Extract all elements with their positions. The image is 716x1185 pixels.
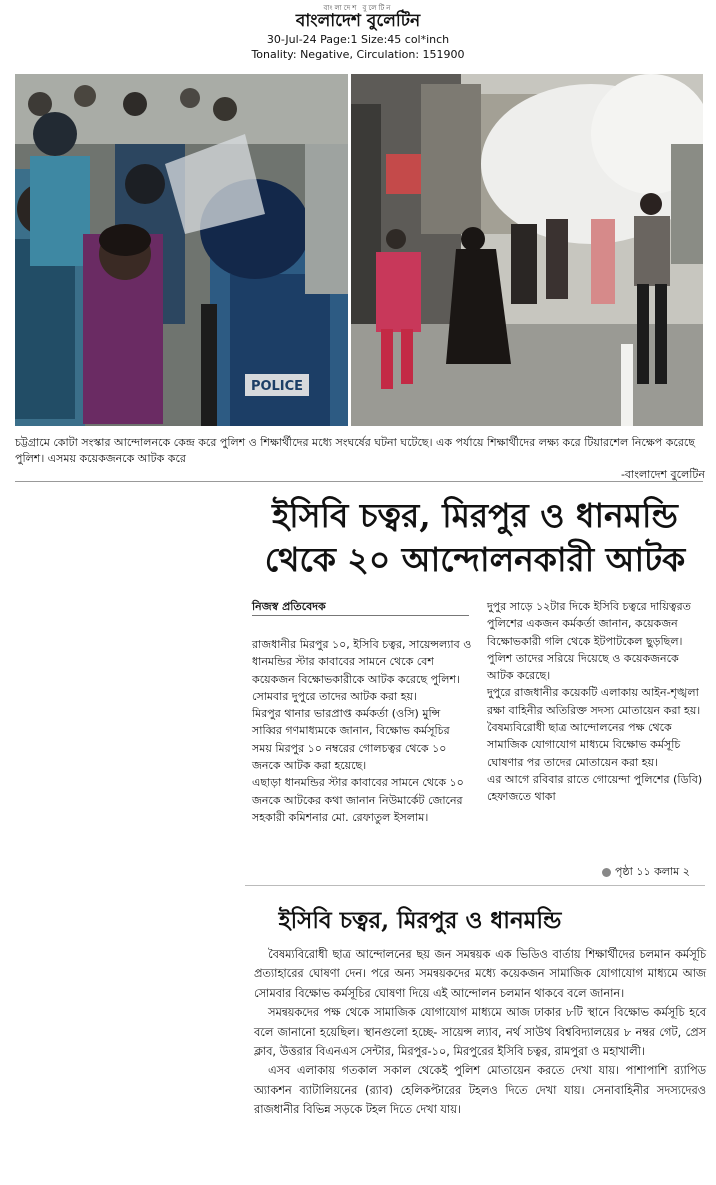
section-divider [15, 481, 703, 482]
story-divider [245, 885, 705, 886]
article-paragraph: এর আগে রবিবার রাতে গোয়েন্দা পুলিশের (ডিবি) হেফাজতে থাকা [487, 772, 703, 804]
continued-jump [602, 863, 690, 882]
police-vest-label: POLICE [250, 379, 304, 394]
photo-teargas-street [351, 74, 703, 426]
article-paragraph: দুপুরে রাজধানীর কয়েকটি এলাকায় আইন-শৃঙ্খলা রক্ষা বাহিনীর অতিরিক্ত সদস্য মোতায়েন করা হয়। [487, 686, 701, 717]
article-paragraph: দুপুর সাড়ে ১২টার দিকে ইসিবি চত্বরে দায়িত্বরত পুলিশের একজন কর্মকর্তা জানান, কয়েকজন বিক্ষোভকারী গলি থেকে ইটপাটকেল ছুড়ছিল। পুলিশ তাদের সরিয়ে দিয়েছে ও কয়েকজনকে আটক করেছে। [487, 600, 691, 683]
jump-text: পৃষ্ঠা ১১ কলাম ২ [615, 865, 690, 878]
main-headline [245, 494, 705, 582]
bullet-icon [602, 868, 611, 877]
second-story-body [254, 945, 706, 1120]
byline-underline [252, 615, 469, 616]
article-paragraph: মিরপুর থানার ভারপ্রাপ্ত কর্মকর্তা (ওসি) মুন্সি সাব্বির গণমাধ্যমকে জানান, বিক্ষোভ কর্মসূচির সময় মিরপুর ১০ নম্বরের গোলচত্বর থেকে ১০ জনকে আটক করা হয়েছে। [252, 707, 450, 773]
story-paragraph: সমন্বয়কদের পক্ষ থেকে সামাজিক যোগাযোগ মাধ্যমে আজ ঢাকার ৮টি স্থানে বিক্ষোভ কর্মসূচি হবে বলে জানানো হয়েছিল। স্থানগুলো হচ্ছে- সায়েন্স ল্যাব, নর্থ সাউথ বিশ্ববিদ্যালয়ের ৮ নম্বর গেট, প্রেস ক্লাব, উত্তরার বিএনএস সেন্টার, মিরপুর-১০, মিরপুরের ইসিবি চত্বর, রামপুরা ও মহাখালী। [254, 1006, 706, 1059]
article-paragraph: বৈষম্যবিরোধী ছাত্র আন্দোলনের পক্ষ থেকে সামাজিক যোগাযোগ মাধ্যমে বিক্ষোভ কর্মসূচি ঘোষণার পর তাদের মোতায়েন করা হয়। [487, 721, 681, 769]
story-paragraph: এসব এলাকায় গতকাল সকাল থেকেই পুলিশ মোতায়েন করতে দেখা যায়। পাশাপাশি র‍্যাপিড অ্যাকশন ব্যাটালিয়নের (র‍্যাব) হেলিকপ্টারের টহলও দিতে দেখা যায়। সেনাবাহিনীর সদস্যদেরও রাজধানীর বিভিন্ন সড়কে টহল দিতে দেখা যায়। [254, 1064, 706, 1117]
photo-police-clash [15, 74, 348, 426]
byline: নিজস্ব প্রতিবেদক [252, 600, 326, 613]
clip-meta-date-page: 30-Jul-24 Page:1 Size:45 col*inch [266, 33, 450, 46]
photo-caption [15, 435, 705, 483]
paper-name: বাংলাদেশ বুলেটিন [295, 11, 421, 31]
article-column-right [487, 598, 705, 806]
clip-meta-tonality: Tonality: Negative, Circulation: 151900 [251, 48, 465, 61]
caption-text: চট্টগ্রামে কোটা সংস্কার আন্দোলনকে কেন্দ্র করে পুলিশ ও শিক্ষার্থীদের মধ্যে সংঘর্ষের ঘটনা ঘটেছে। এক পর্যায়ে শিক্ষার্থীদের লক্ষ্য করে টিয়ারশেল নিক্ষেপ করেছে পুলিশ। এসময় কয়েকজনকে আটক করে [15, 436, 695, 465]
headline-line-2: থেকে ২০ আন্দোলনকারী আটক [264, 540, 686, 579]
headline-line-1: ইসিবি চত্বর, মিরপুর ও ধানমন্ডি [272, 496, 678, 535]
masthead-tagline: বাংলাদেশ বুলেটিন [323, 4, 393, 12]
second-headline: ইসিবি চত্বর, মিরপুর ও ধানমন্ডি [278, 907, 562, 934]
article-column-left [252, 636, 472, 826]
caption-credit: -বাংলাদেশ বুলেটিন [620, 468, 705, 481]
masthead [0, 4, 716, 74]
article-paragraph: রাজধানীর মিরপুর ১০, ইসিবি চত্বর, সায়েন্সল্যাব ও ধানমন্ডির স্টার কাবাবের সামনে থেকে বেশ কয়েকজন বিক্ষোভকারীকে আটক করেছে পুলিশ। সোমবার দুপুরে তাদের আটক করা হয়। [252, 638, 472, 703]
story-paragraph: বৈষম্যবিরোধী ছাত্র আন্দোলনের ছয় জন সমন্বয়ক এক ভিডিও বার্তায় শিক্ষার্থীদের চলমান কর্মসূচি প্রত্যাহারের ঘোষণা দেন। পরে অন্য সমন্বয়কদের মধ্যে কয়েকজন সামাজিক যোগাযোগ মাধ্যমে আজ সোমবার বিক্ষোভ কর্মসূচির ঘোষণা দিয়ে এই আন্দোলন চলমান থাকবে বলে জানান। [254, 948, 706, 1000]
article-paragraph: এছাড়া ধানমন্ডির স্টার কাবাবের সামনে থেকে ১০ জনকে আটকের কথা জানান নিউমার্কেট জোনের সহকারী কমিশনার মো. রেফাতুল ইসলাম। [252, 776, 464, 824]
